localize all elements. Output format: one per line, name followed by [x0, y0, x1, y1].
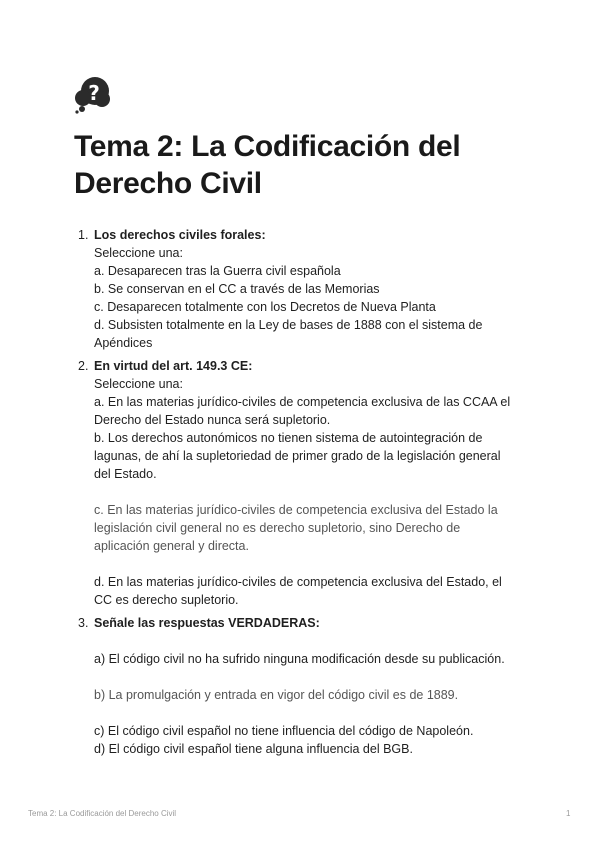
question-prompt: Seleccione una: [94, 246, 183, 260]
option-b: b. Se conservan en el CC a través de las Memorias [94, 282, 380, 296]
option-a: a. Desaparecen tras la Guerra civil española [94, 264, 341, 278]
option-d-continued: Apéndices [94, 336, 153, 350]
spacer [94, 668, 534, 686]
question-title: Señale las respuestas VERDADERAS: [94, 616, 320, 630]
question-prompt: Seleccione una: [94, 377, 183, 391]
spacer [94, 632, 534, 650]
question-number: 1. [78, 228, 89, 242]
option-d: d) El código civil español tiene alguna influencia del BGB. [94, 742, 413, 756]
question-number: 2. [78, 359, 89, 373]
question-number: 3. [78, 616, 89, 630]
option-b: b) La promulgación y entrada en vigor del código civil es de 1889. [94, 688, 459, 702]
option-d: d. Subsisten totalmente en la Ley de bases de 1888 con el sistema de [94, 318, 483, 332]
question-list [74, 226, 534, 763]
option-b: b. Los derechos autonómicos no tienen sistema de autointegración de [94, 431, 483, 445]
question-1 [74, 226, 534, 352]
question-3 [74, 614, 534, 758]
option-a: a) El código civil no ha sufrido ninguna modificación desde su publicación. [94, 652, 505, 666]
question-title: Los derechos civiles forales: [94, 228, 266, 242]
option-d: d. En las materias jurídico-civiles de competencia exclusiva del Estado, el [94, 575, 502, 589]
option-c: c) El código civil español no tiene influencia del código de Napoleón. [94, 724, 474, 738]
option-c-continued: aplicación general y directa. [94, 539, 249, 553]
page-title: Tema 2: La Codificación del Derecho Civil [74, 130, 461, 200]
option-c: c. En las materias jurídico-civiles de competencia exclusiva del Estado la [94, 503, 498, 517]
spacer [94, 555, 534, 573]
spacer [94, 704, 534, 722]
thinking-bubble-question-icon [74, 74, 114, 114]
question-title: En virtud del art. 149.3 CE: [94, 359, 253, 373]
option-b-continued: lagunas, de ahí la supletoriedad de primer grado de la legislación general [94, 449, 501, 463]
option-a: a. En las materias jurídico-civiles de competencia exclusiva de las CCAA el [94, 395, 511, 409]
svg-text:?: ? [88, 81, 100, 105]
option-b-continued: del Estado. [94, 467, 157, 481]
footer-page-number: 1 [566, 809, 571, 818]
option-a-continued: Derecho del Estado nunca será supletorio. [94, 413, 331, 427]
option-c: c. Desaparecen totalmente con los Decretos de Nueva Planta [94, 300, 436, 314]
option-d-continued: CC es derecho supletorio. [94, 593, 239, 607]
question-2 [74, 357, 534, 609]
option-c-continued: legislación civil general no es derecho supletorio, sino Derecho de [94, 521, 461, 535]
spacer [94, 483, 534, 501]
footer-title: Tema 2: La Codificación del Derecho Civil [28, 809, 177, 818]
